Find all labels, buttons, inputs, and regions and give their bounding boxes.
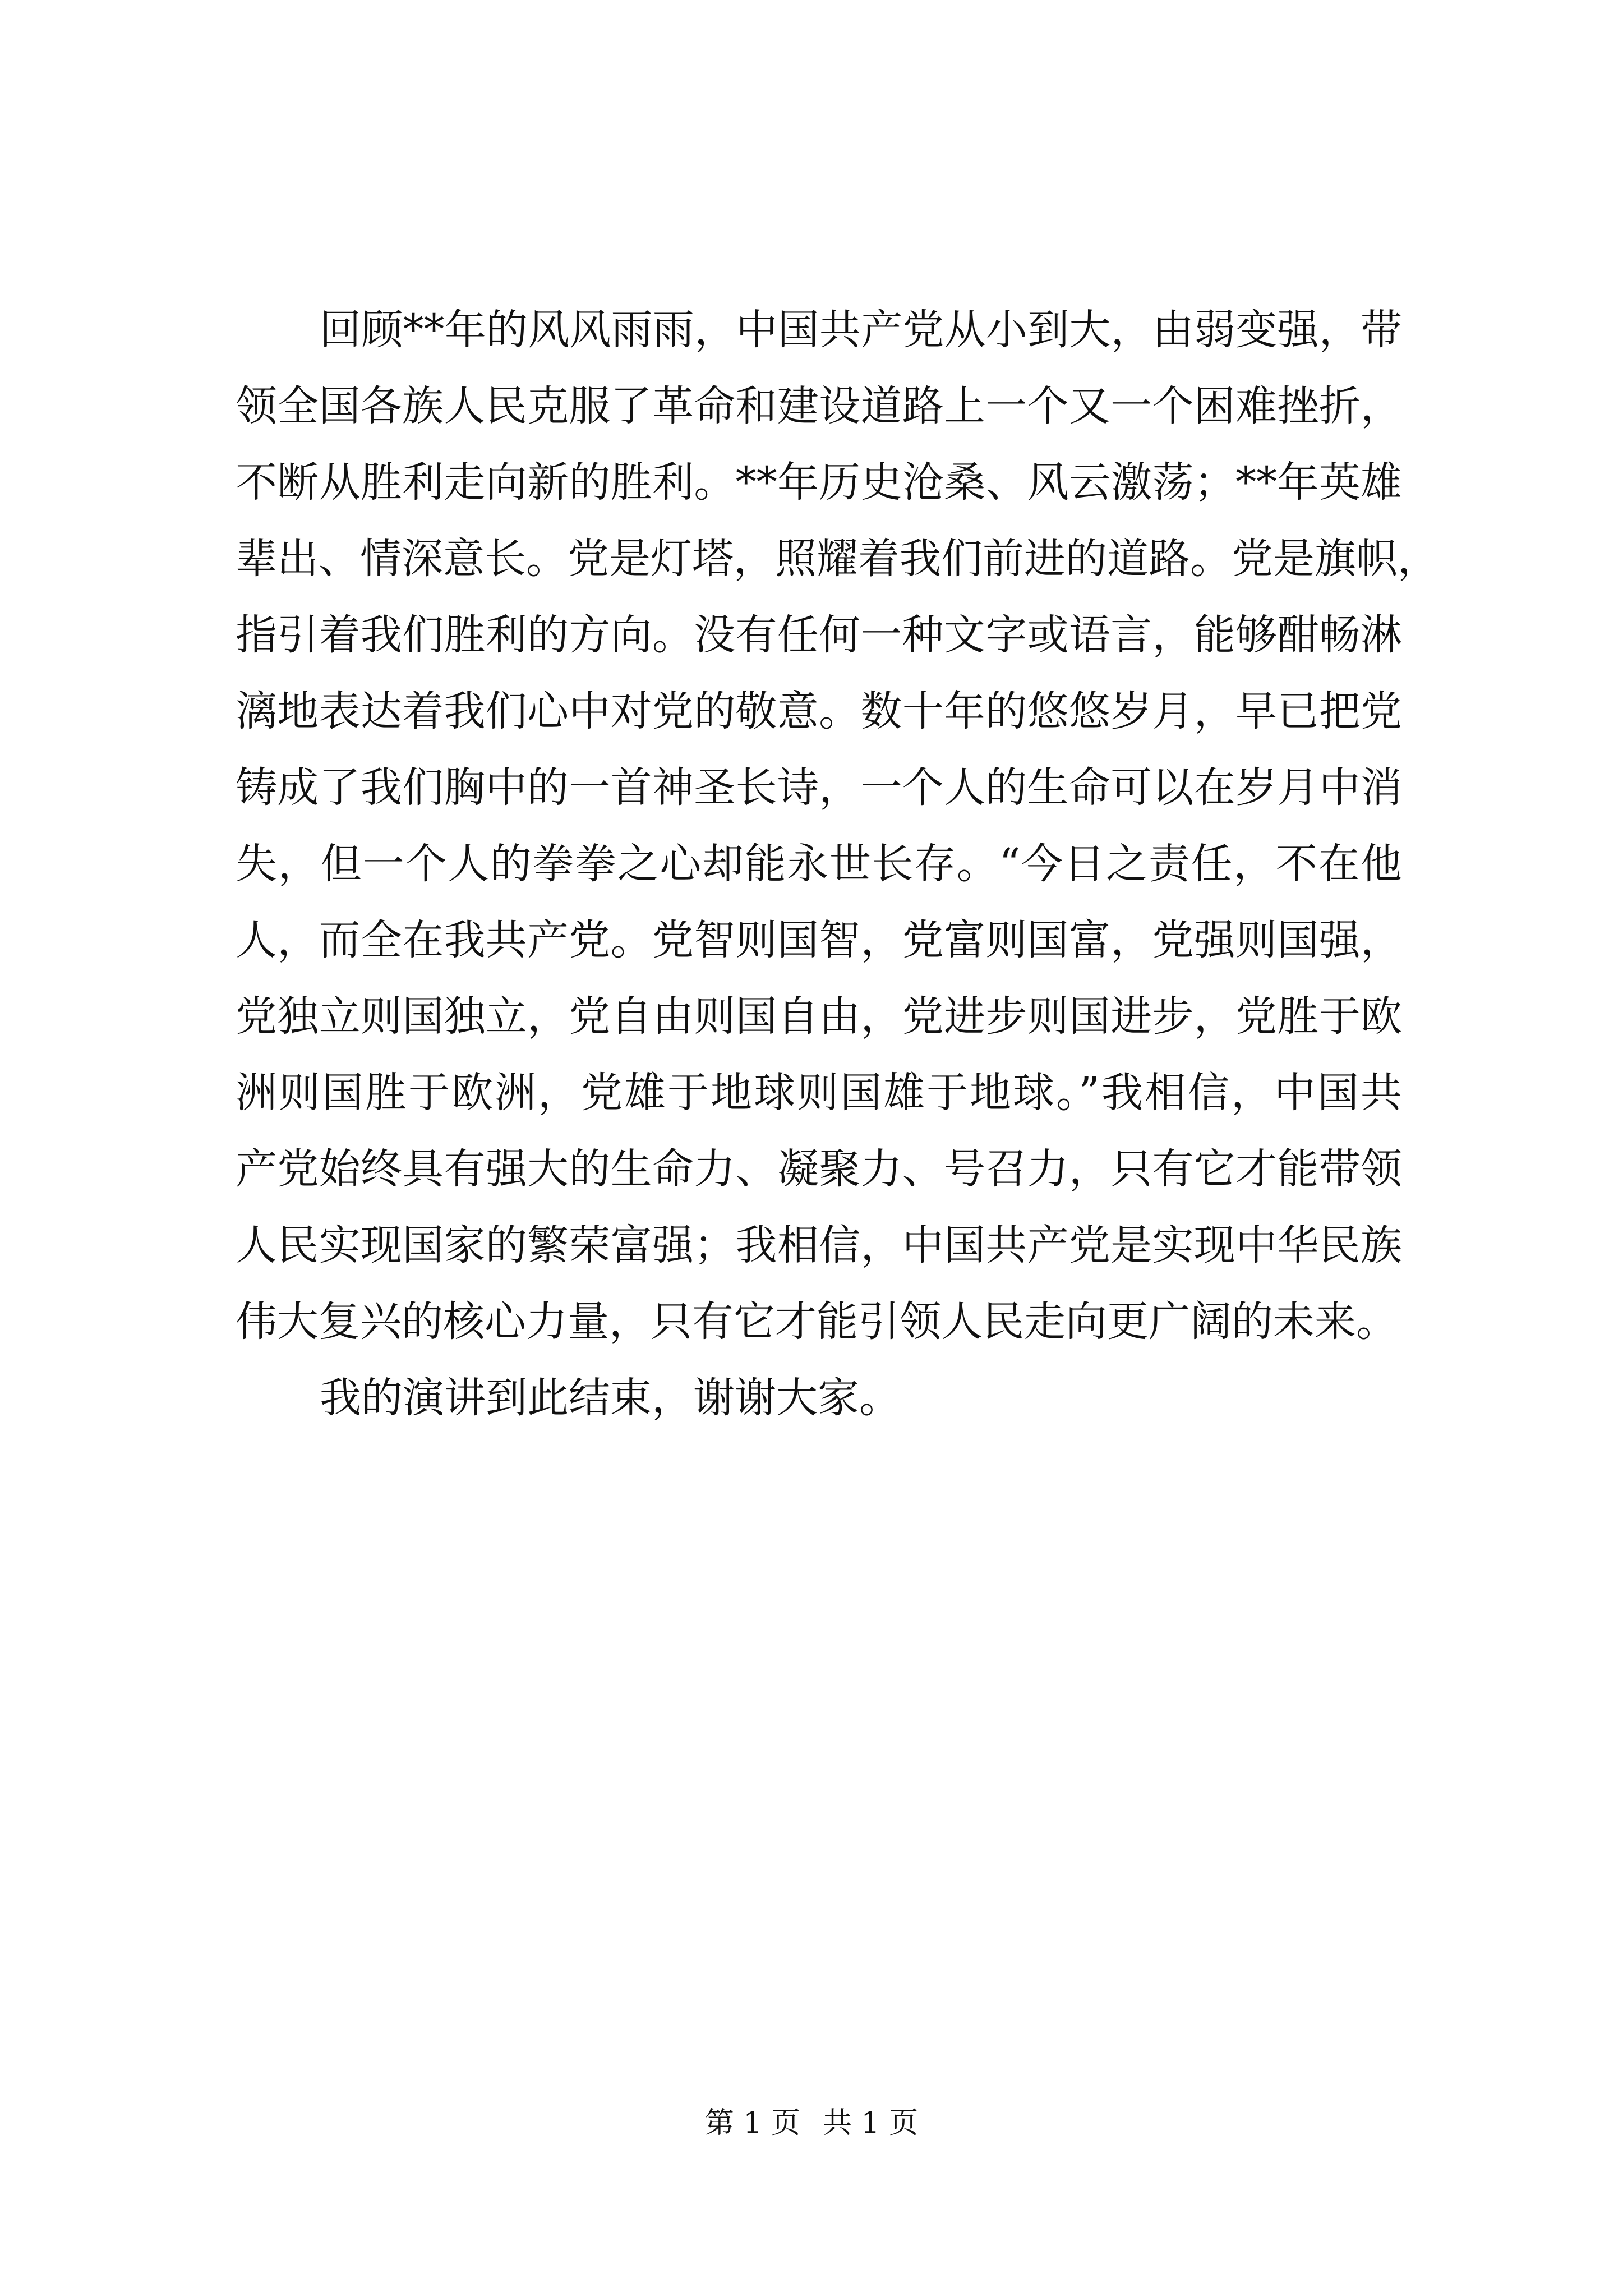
text-line: 失，但一个人的拳拳之心却能永世长存。“今日之责任，不在他 [236, 840, 1402, 888]
text-line: 党独立则国独立，党自由则国自由，党进步则国进步，党胜于欧 [236, 992, 1402, 1041]
page-total: 共 1 页 [823, 2106, 919, 2140]
page-number: 第 1 页 [704, 2106, 800, 2140]
speech-body [236, 292, 1439, 1436]
text-line: 不断从胜利走向新的胜利。**年历史沧桑、风云激荡；**年英雄 [236, 458, 1402, 507]
paragraph-closing [236, 1360, 1402, 1436]
text-line: 伟大复兴的核心力量，只有它才能引领人民走向更广阔的未来。 [236, 1297, 1398, 1346]
text-line: 辈出、情深意长。党是灯塔，照耀着我们前进的道路。党是旗帜， [236, 535, 1439, 583]
paragraph-main [236, 292, 1439, 1360]
text-line: 人，而全在我共产党。党智则国智，党富则国富，党强则国强， [236, 916, 1402, 964]
text-line: 回顾**年的风风雨雨，中国共产党从小到大，由弱变强，带 [320, 306, 1402, 354]
text-line: 铸成了我们胸中的一首神圣长诗，一个人的生命可以在岁月中消 [236, 763, 1402, 812]
text-line: 洲则国胜于欧洲，党雄于地球则国雄于地球。”我相信，中国共 [236, 1069, 1402, 1117]
text-line: 漓地表达着我们心中对党的敬意。数十年的悠悠岁月，早已把党 [236, 687, 1402, 735]
closing-line: 我的演讲到此结束，谢谢大家。 [320, 1374, 901, 1422]
text-line: 指引着我们胜利的方向。没有任何一种文字或语言，能够酣畅淋 [236, 611, 1402, 659]
text-line: 产党始终具有强大的生命力、凝聚力、号召力，只有它才能带领 [236, 1145, 1402, 1193]
page-footer [0, 2101, 1623, 2146]
text-line: 人民实现国家的繁荣富强；我相信，中国共产党是实现中华民族 [236, 1221, 1402, 1269]
text-line: 领全国各族人民克服了革命和建设道路上一个又一个困难挫折， [236, 382, 1402, 430]
